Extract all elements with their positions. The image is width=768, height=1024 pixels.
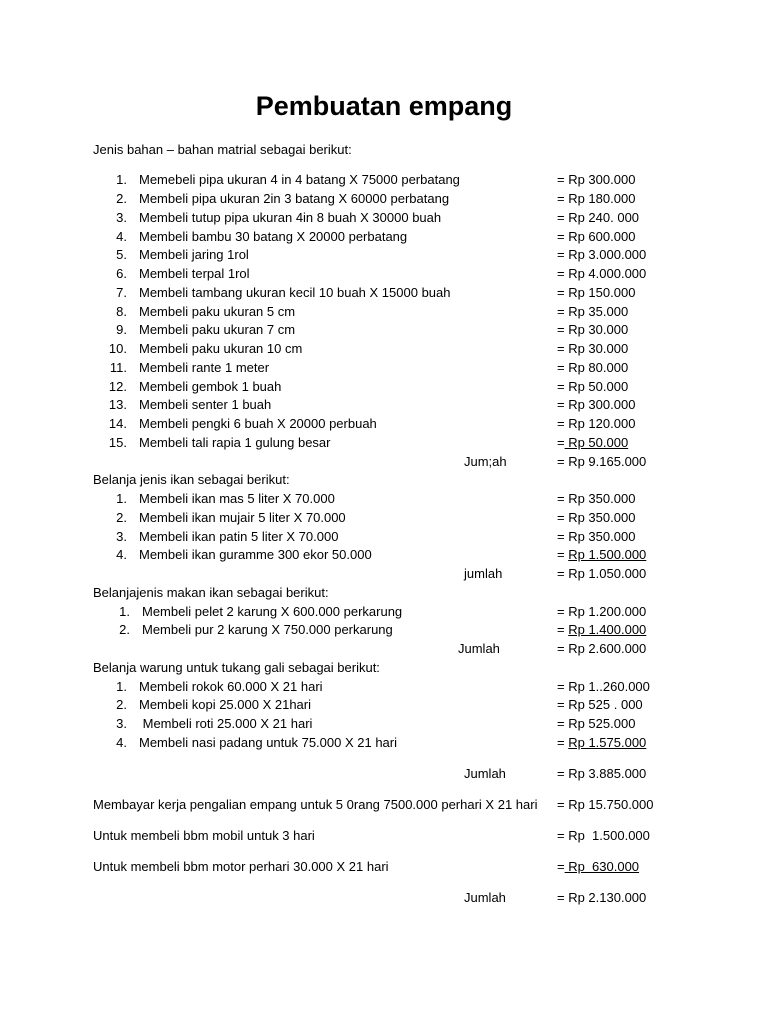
list-item: 3. Membeli roti 25.000 X 21 hari = Rp 525.000 — [116, 716, 636, 731]
list-item: 1. Membeli pelet 2 karung X 600.000 perkarung = Rp 1.200.000 — [119, 604, 647, 619]
list-item: 13. Membeli senter 1 buah = Rp 300.000 — [108, 397, 636, 412]
amount-underlined: = Rp 1.575.000 — [557, 735, 647, 750]
car-fuel-row: Untuk membeli bbm mobil untuk 3 hari = Rp 1.500.000 — [93, 828, 650, 843]
list-item: 1. Membeli rokok 60.000 X 21 hari = Rp 1..260.000 — [116, 679, 650, 694]
list-item: 10. Membeli paku ukuran 10 cm = Rp 30.000 — [108, 341, 629, 356]
list-item: 3. Membeli ikan patin 5 liter X 70.000 = Rp 350.000 — [116, 529, 636, 544]
list-item: 4. Membeli ikan guramme 300 ekor 50.000 = Rp 1.500.000 — [0, 546, 768, 565]
subtotal-row: Jumlah = Rp 2.130.000 — [464, 890, 647, 905]
list-item: 2. Membeli pipa ukuran 2in 3 batang X 60000 perbatang = Rp 180.000 — [116, 191, 636, 206]
list-item: 2. Membeli pur 2 karung X 750.000 perkarung = Rp 1.400.000 — [0, 621, 768, 640]
subtotal-row: Jumlah = Rp 2.600.000 — [458, 641, 647, 656]
list-item: 14. Membeli pengki 6 buah X 20000 perbuah = Rp 120.000 — [108, 416, 636, 431]
list-item: 2. Membeli ikan mujair 5 liter X 70.000 = Rp 350.000 — [116, 510, 636, 525]
amount-underlined: = Rp 630.000 — [557, 859, 640, 874]
list-item: 8. Membeli paku ukuran 5 cm = Rp 35.000 — [116, 304, 629, 319]
section-heading-materials: Jenis bahan – bahan matrial sebagai berikut: — [93, 142, 352, 157]
list-item: 2. Membeli kopi 25.000 X 21hari = Rp 525 . 000 — [116, 697, 643, 712]
list-item: 4. Membeli nasi padang untuk 75.000 X 21 hari = Rp 1.575.000 — [0, 734, 768, 753]
amount-underlined: = Rp 50.000 — [557, 435, 629, 450]
list-item: 15. Membeli tali rapia 1 gulung besar = Rp 50.000 — [0, 434, 768, 453]
subtotal-row: Jum;ah = Rp 9.165.000 — [464, 454, 647, 469]
list-item: 4. Membeli bambu 30 batang X 20000 perbatang = Rp 600.000 — [116, 229, 636, 244]
subtotal-row: Jumlah = Rp 3.885.000 — [464, 766, 647, 781]
list-item: 6. Membeli terpal 1rol = Rp 4.000.000 — [116, 266, 647, 281]
list-item: 9. Membeli paku ukuran 7 cm = Rp 30.000 — [116, 322, 629, 337]
document-title: Pembuatan empang — [255, 91, 513, 121]
list-item: 3. Membeli tutup pipa ukuran 4in 8 buah X 30000 buah = Rp 240. 000 — [116, 210, 640, 225]
list-item: 1. Memebeli pipa ukuran 4 in 4 batang X 75000 perbatang = Rp 300.000 — [116, 172, 636, 187]
section-heading-stall: Belanja warung untuk tukang gali sebagai berikut: — [93, 660, 380, 675]
section-heading-feed: Belanjajenis makan ikan sebagai berikut: — [93, 585, 329, 600]
amount-underlined: = Rp 1.500.000 — [557, 547, 647, 562]
list-item: 1. Membeli ikan mas 5 liter X 70.000 = Rp 350.000 — [116, 491, 636, 506]
list-item: 7. Membeli tambang ukuran kecil 10 buah X 15000 buah = Rp 150.000 — [116, 285, 636, 300]
labor-cost-row: Membayar kerja pengalian empang untuk 5 0rang 7500.000 perhari X 21 hari = Rp 15.750.000 — [93, 797, 654, 812]
amount-underlined: = Rp 1.400.000 — [557, 622, 647, 637]
section-heading-fish: Belanja jenis ikan sebagai berikut: — [93, 472, 290, 487]
subtotal-row: jumlah = Rp 1.050.000 — [464, 566, 647, 581]
motor-fuel-row: Untuk membeli bbm motor perhari 30.000 X 21 hari = Rp 630.000 — [0, 858, 768, 877]
list-item: 5. Membeli jaring 1rol = Rp 3.000.000 — [116, 247, 647, 262]
list-item: 11. Membeli rante 1 meter = Rp 80.000 — [109, 360, 629, 375]
list-item: 12. Membeli gembok 1 buah = Rp 50.000 — [108, 379, 629, 394]
